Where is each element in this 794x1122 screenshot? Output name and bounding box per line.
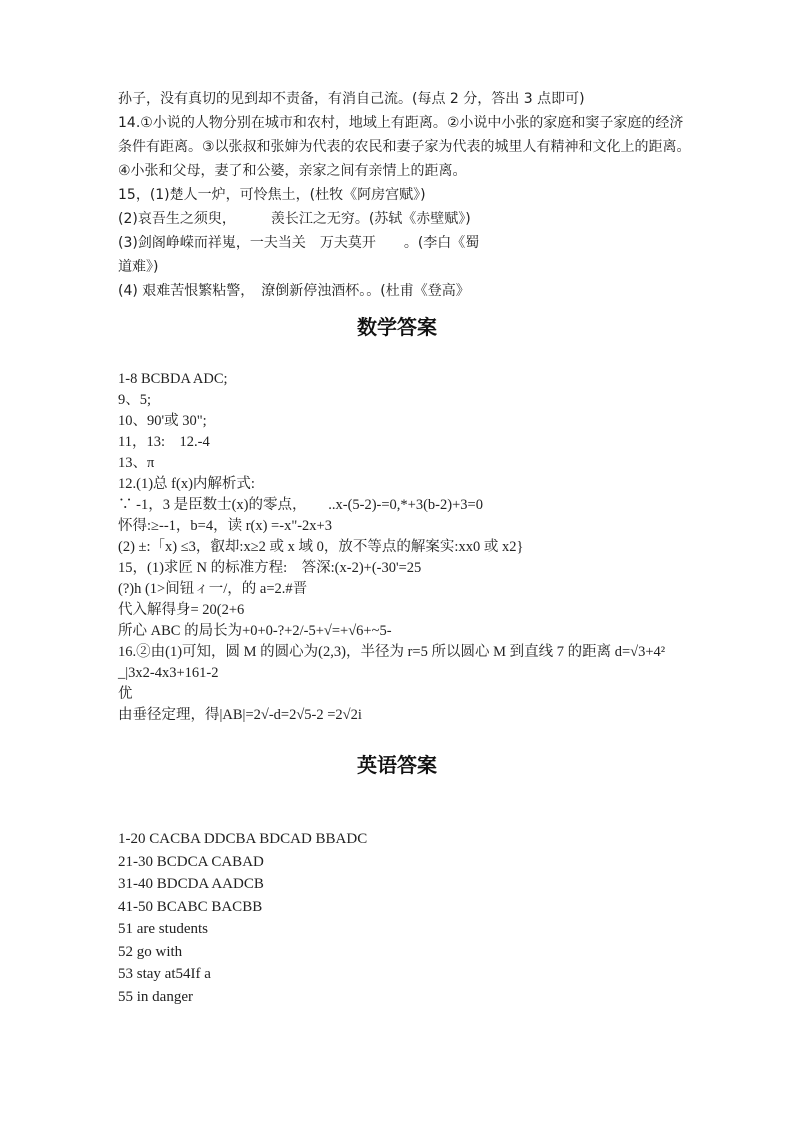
text-line: 53 stay at54If a [118,966,211,982]
text-line: 51 are students [118,921,208,937]
text-line: ∵ -1，3 是臣数士(x)的零点， ..x-(5-2)-=0,*+3(b-2)+3=0 [118,497,483,513]
text-line: ④小张和父母，妻了和公婆，亲家之间有亲情上的距离。 [118,163,467,179]
text-line: 15，(1)求匠 N 的标准方程: 答深:(x-2)+(-30'=25 [118,560,422,576]
text-line: 31-40 BDCDA AADCB [118,876,264,892]
text-line: (2)哀吾生之须臾， 羡长江之无穷。(苏轼《赤壁赋》) [118,211,471,227]
text-line: 14.①小说的人物分别在城市和农村，地域上有距离。②小说中小张的家庭和窦子家庭的经济 [118,115,684,131]
text-line: (?)h (1>间钮ィ一/，的 a=2.#晋 [118,581,308,597]
text-line: 由垂径定理，得|AB|=2√-d=2√5-2 =2√2i [118,707,362,723]
text-line: (4) 艰难苦恨繁粘警， 潦倒新停浊酒杯。。(杜甫《登高》 [118,283,470,299]
text-line: 41-50 BCABC BACBB [118,898,263,915]
text-line: 代入解得身= 20(2+6 [118,602,245,618]
text-line: 12.(1)总 f(x)内解析式: [118,476,255,492]
text-line: 所心 ABC 的局长为+0+0-?+2/-5+√=+√6+~5- [118,623,392,639]
text-line: 怀得:≥--1，b=4，读 r(x) =-x"-2x+3 [118,518,332,534]
text-line: _|3x2-4x3+161-2 [118,665,219,681]
text-line: 21-30 BCDCA CABAD [118,853,264,870]
text-line: (3)剑阁峥嵘而祥嵬，一夫当关 万夫莫开 。(李白《蜀 [118,235,480,251]
text-line: 55 in danger [118,988,193,1005]
text-line: 15，(1)楚人一炉，可怜焦土，(杜牧《阿房宫赋》) [118,187,426,203]
text-line: (2) ±:「x) ≤3，叡却:x≥2 或 x 域 0，放不等点的解案实:xx0 或 x2} [118,539,524,555]
text-line: 13、π [118,455,155,471]
math-answers-section [118,369,718,726]
text-line: 10、90'或 30"; [118,413,207,429]
english-answers-heading: 英语答案 [357,753,437,777]
text-line: 1-20 CACBA DDCBA BDCAD BBADC [118,831,368,847]
text-line: 11，13: 12.-4 [118,434,210,450]
text-line: 条件有距离。③以张叔和张婶为代表的农民和妻子家为代表的城里人有精神和文化上的距离。 [118,139,691,155]
text-line: 优 [118,686,133,702]
text-line: 9、5; [118,392,152,408]
text-line: 1-8 BCBDA ADC; [118,371,228,387]
text-line: 52 go with [118,943,183,960]
english-answers-section [118,828,538,1008]
text-line: 孙子，没有真切的见到却不责备，有消自己流。(每点 2 分，答出 3 点即可) [118,91,585,107]
math-answers-heading: 数学答案 [357,315,437,339]
chinese-answers-section [118,87,691,303]
text-line: 道难》) [118,259,159,275]
text-line: 16.②由(1)可知，圆 M 的圆心为(2,3)，半径为 r=5 所以圆心 M 到直线 7 的距离 d=√3+4² [118,644,666,660]
